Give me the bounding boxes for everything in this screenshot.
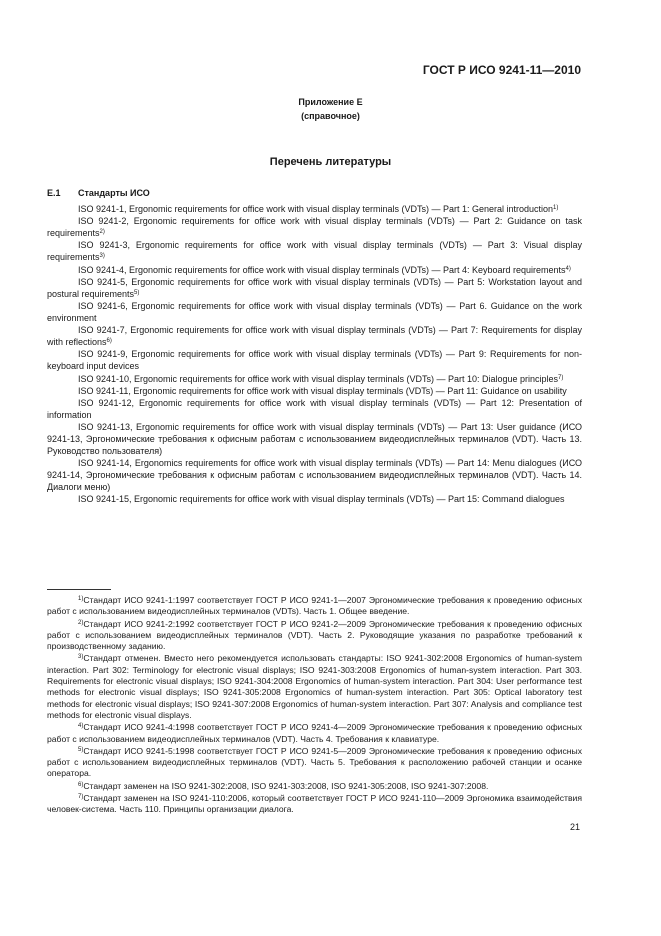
footnote-item <box>47 781 582 792</box>
document-code-header: ГОСТ Р ИСО 9241-11—2010 <box>422 63 581 77</box>
reference-text: ISO 9241-15, Ergonomic requirements for office work with visual display terminals (VDTs) — Part 15: Command dialogues <box>78 494 565 505</box>
footnote-mark: 7) <box>78 794 84 801</box>
footnote-list <box>47 595 582 817</box>
footnote-item <box>47 746 582 780</box>
footnote-marker: 3) <box>99 253 105 260</box>
reference-item <box>47 276 582 300</box>
reference-item <box>47 493 582 505</box>
footnote-text: Стандарт заменен на ISO 9241-302:2008, ISO 9241-303:2008, ISO 9241-305:2008, ISO 9241-307:2008. <box>83 780 489 791</box>
footnote-item <box>47 595 582 618</box>
footnote-item <box>47 653 582 721</box>
reference-text: ISO 9241-6, Ergonomic requirements for office work with visual display terminals (VDTs) — Part 6. Guidance on the work environment <box>47 300 582 323</box>
reference-text: ISO 9241-12, Ergonomic requirements for office work with visual display terminals (VDTs) — Part 12: Presentation of information <box>47 397 582 420</box>
footnote-marker: 4) <box>565 265 571 272</box>
footnote-marker: 1) <box>553 205 559 211</box>
reference-item <box>47 203 582 215</box>
reference-item <box>47 300 582 324</box>
reference-item <box>47 324 582 348</box>
footnote-text: Стандарт ИСО 9241-4:1998 соответствует ГОСТ Р ИСО 9241-4—2009 Эргономические требования к проведению офисных работ с использованием видеодисплейных терминалов (VDT). Часть 4. Требования к клавиатуре. <box>47 722 582 744</box>
footnote-marker: 5) <box>134 289 140 296</box>
reference-text: ISO 9241-3, Ergonomic requirements for office work with visual display terminals (VDTs) — Part 3: Visual display requirements <box>47 240 582 263</box>
section-number: Е.1 <box>47 188 61 198</box>
reference-item <box>47 457 582 493</box>
reference-item <box>47 421 582 457</box>
footnote-marker: 2) <box>99 229 105 236</box>
reference-text: ISO 9241-1, Ergonomic requirements for office work with visual display terminals (VDTs) — Part 1: General introduction <box>78 204 554 214</box>
reference-item <box>47 215 582 239</box>
footnote-marker: 7) <box>558 374 564 381</box>
footnote-item <box>47 619 582 653</box>
footnote-mark: 1) <box>78 596 84 602</box>
footnote-mark: 5) <box>78 746 84 753</box>
footnote-mark: 4) <box>78 723 84 730</box>
reference-text: ISO 9241-2, Ergonomic requirements for office work with visual display terminals (VDTs) — Part 2: Guidance on task requirements <box>47 216 582 239</box>
footnote-text: Стандарт ИСО 9241-2:1992 соответствует ГОСТ Р ИСО 9241-2—2009 Эргономические требования к проведению офисных работ с использованием видеодисплейных терминалов (VDT). Часть 2. Руководящие указания по разработке требований к производственному заданию. <box>47 618 582 652</box>
reference-text: ISO 9241-4, Ergonomic requirements for office work with visual display terminals (VDTs) — Part 4: Keyboard requirements <box>78 264 566 275</box>
section-heading <box>47 188 150 198</box>
footnote-text: Стандарт отменен. Вместо него рекомендуется использовать стандарты: ISO 9241-302:2008 Ergonomics of human-system interaction. Part 302: Terminology for electronic visual displays; ISO 9241-303:2008 Ergonomics of human-system interaction. Part 303. Requirements for electronic visual displays; ISO 9241-304:2008 Ergonomics of human-system interaction. Part 304: User performance test methods for electronic visual displays; ISO 9241-305:2008 Ergonomics of human-system interaction. Part 305: Optical laboratory test methods for electronic visual displays; ISO 9241-307:2008 Ergonomics of human-system interaction. Part 307: Analysis and compliance test methods for electronic visual displays. <box>47 653 582 720</box>
footnote-text: Стандарт ИСО 9241-5:1998 соответствует ГОСТ Р ИСО 9241-5—2009 Эргономические требования к проведению офисных работ с использованием видеодисплейных терминалов (VDT). Часть 5. Требования к расположению рабочей станции и осанке оператора. <box>47 745 582 779</box>
footnote-item <box>47 722 582 745</box>
page-number: 21 <box>569 822 580 832</box>
reference-item <box>47 373 582 385</box>
reference-item <box>47 397 582 421</box>
reference-item <box>47 348 582 372</box>
annex-subtitle: (справочное) <box>301 111 360 121</box>
reference-text: ISO 9241-5, Ergonomic requirements for office work with visual display terminals (VDTs) — Part 5: Workstation layout and postural requirements <box>47 276 582 299</box>
footnote-marker: 6) <box>106 338 112 345</box>
footnote-item <box>47 793 582 816</box>
reference-text: ISO 9241-7, Ergonomic requirements for office work with visual display terminals (VDTs) — Part 7: Requirements for display with reflections <box>47 325 582 348</box>
footnote-mark: 6) <box>78 781 84 788</box>
reference-text: ISO 9241-9, Ergonomic requirements for office work with visual display terminals (VDTs) — Part 9: Requirements for non-keyboard input devices <box>47 349 582 372</box>
footnote-separator <box>47 589 111 590</box>
reference-text: ISO 9241-14, Ergonomics requirements for office work with visual display terminals (VDTs) — Part 14: Menu dialogues (ИСО 9241-14, Эргономические требования к офисным работам с использованием видеодисплейных терминалов (VDT). Часть 14. Диалоги меню) <box>47 458 582 493</box>
footnote-text: Стандарт ИСО 9241-1:1997 соответствует ГОСТ Р ИСО 9241-1—2007 Эргономические требования к проведению офисных работ с использованием видеодисплейных терминалов (VDTs). Часть 1. Общее введение. <box>47 595 582 617</box>
reference-text: ISO 9241-13, Ergonomic requirements for office work with visual display terminals (VDTs) — Part 13: User guidance (ИСО 9241-13, Эргономические требования к офисным работам с использованием видеодисплейных терминалов (VDT). Часть 13. Руководство пользователя) <box>47 422 582 457</box>
reference-item <box>47 264 582 276</box>
reference-text: ISO 9241-11, Ergonomic requirements for office work with visual display terminals (VDTs) — Part 11: Guidance on usability <box>78 385 567 396</box>
section-title: Стандарты ИСО <box>78 188 150 198</box>
reference-text: ISO 9241-10, Ergonomic requirements for office work with visual display terminals (VDTs) — Part 10: Dialogue principles <box>78 373 559 384</box>
annex-title: Приложение Е <box>298 97 363 107</box>
reference-item <box>47 239 582 263</box>
annex-heading <box>0 95 661 123</box>
reference-item <box>47 385 582 397</box>
footnote-text: Стандарт заменен на ISO 9241-110:2006, который соответствует ГОСТ Р ИСО 9241-110—2009 Эргономика взаимодействия человек-система. Часть 110. Принципы организации диалога. <box>47 793 582 815</box>
footnote-mark: 2) <box>78 619 84 626</box>
reference-list <box>47 203 582 506</box>
footnote-mark: 3) <box>78 654 84 661</box>
bibliography-title: Перечень литературы <box>269 156 392 168</box>
